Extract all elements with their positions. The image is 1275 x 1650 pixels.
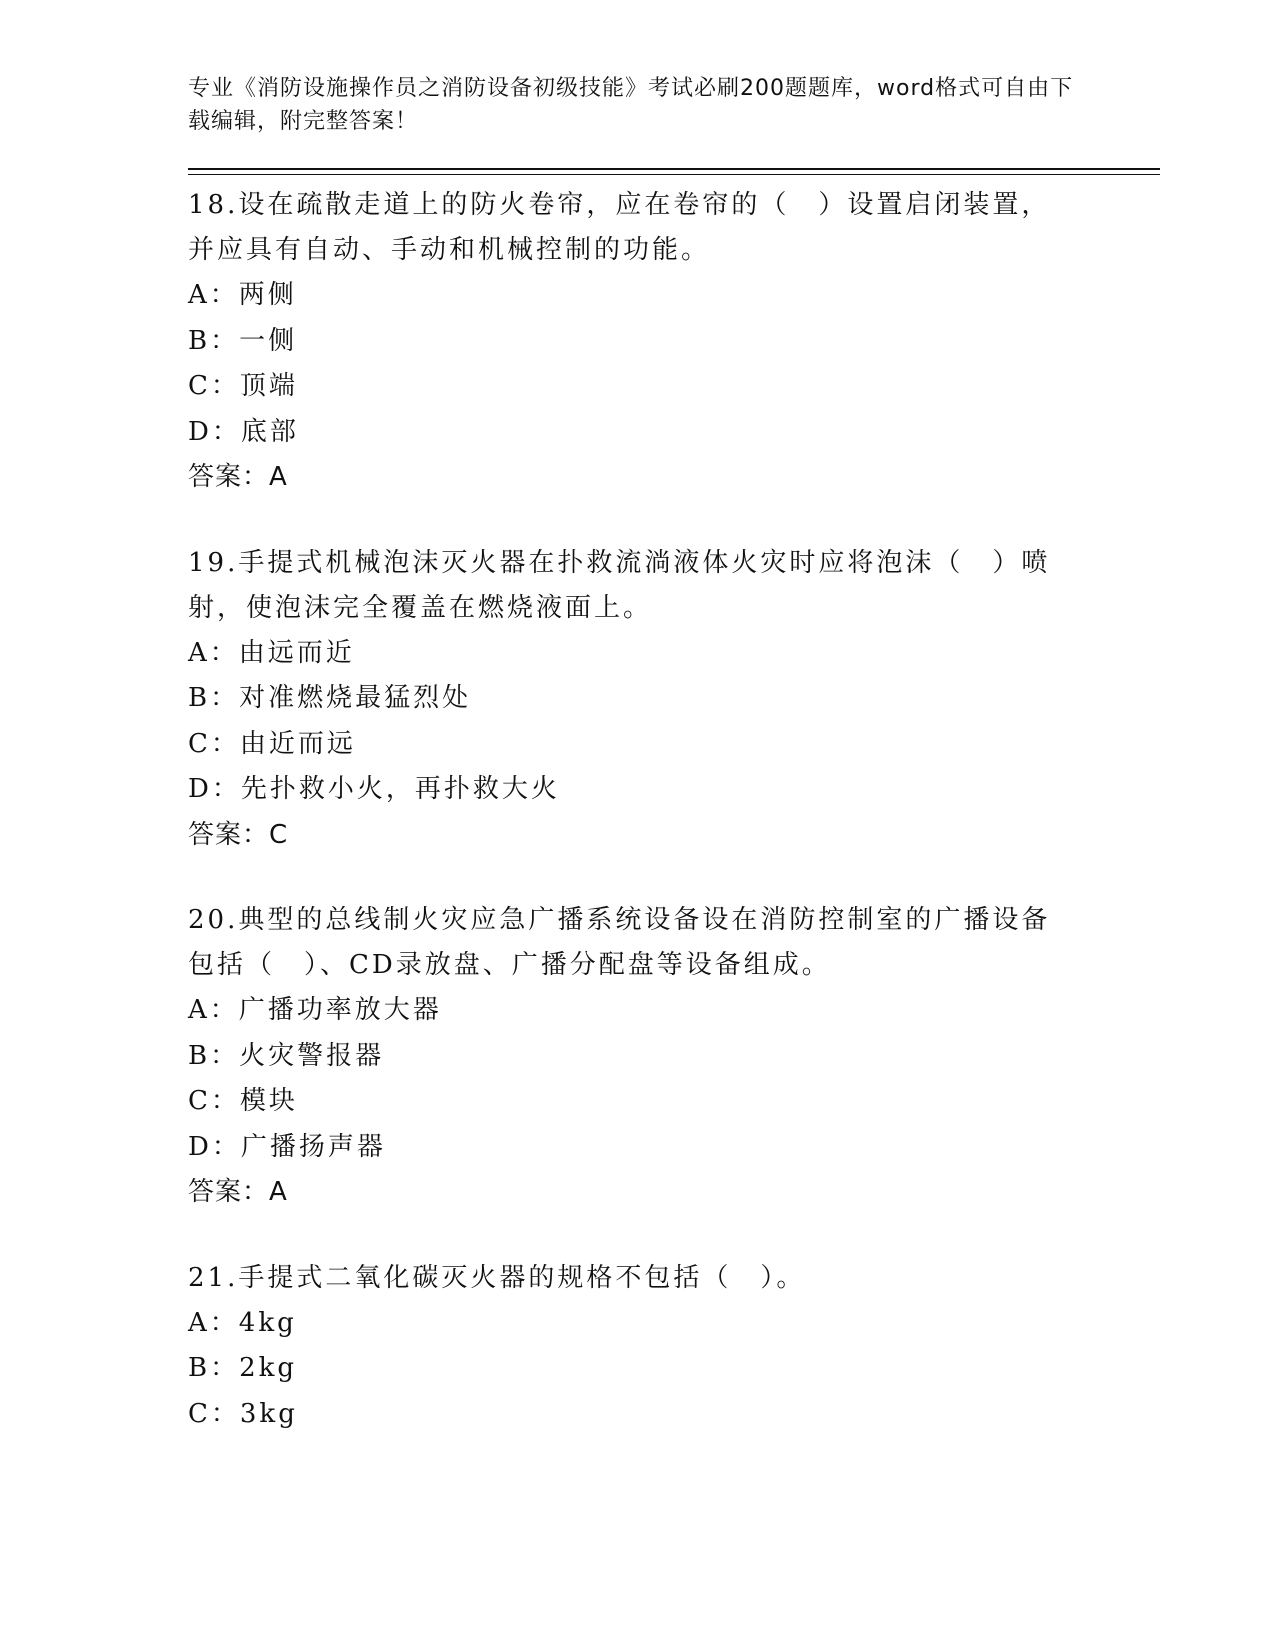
question-list <box>188 183 1160 1437</box>
answer-line: 答案：C <box>188 819 289 850</box>
option-a: A：两侧 <box>188 280 297 310</box>
answer-line: 答案：A <box>188 462 288 492</box>
option-b: B：2kg <box>188 1353 298 1383</box>
option-b: B：一侧 <box>188 325 298 356</box>
header-divider <box>188 168 1160 175</box>
document-header: 专业《消防设施操作员之消防设备初级技能》考试必刷200题题库，word格式可自由下载编辑，附完整答案！ <box>188 76 1074 134</box>
question-20 <box>188 898 1160 1216</box>
option-a: A：由远而近 <box>188 637 355 668</box>
option-b: B：火灾警报器 <box>188 1040 385 1071</box>
option-c: C：3kg <box>188 1398 298 1429</box>
document-page <box>188 72 1160 1477</box>
option-b: B：对准燃烧最猛烈处 <box>188 683 472 713</box>
question-stem: 18.设在疏散走道上的防火卷帘，应在卷帘的（ ）设置启闭装置，并应具有自动、手动和机械控制的功能。 <box>188 190 1051 265</box>
option-a: A：4kg <box>188 1307 297 1338</box>
option-d: D：底部 <box>188 416 299 447</box>
question-stem: 20.典型的总线制火灾应急广播系统设备设在消防控制室的广播设备包括（ ）、CD录放盘、广播分配盘等设备组成。 <box>188 905 1051 980</box>
question-21 <box>188 1256 1160 1438</box>
option-d: D：先扑救小火，再扑救大火 <box>188 774 560 804</box>
question-19 <box>188 541 1160 859</box>
option-c: C：顶端 <box>188 371 298 401</box>
option-c: C：模块 <box>188 1086 298 1116</box>
question-stem: 21.手提式二氧化碳灭火器的规格不包括（ ）。 <box>188 1262 806 1293</box>
answer-line: 答案：A <box>188 1177 288 1207</box>
option-d: D：广播扬声器 <box>188 1131 386 1162</box>
question-stem: 19.手提式机械泡沫灭火器在扑救流淌液体火灾时应将泡沫（ ）喷射，使泡沫完全覆盖在燃烧液面上。 <box>188 547 1051 623</box>
question-18 <box>188 183 1160 501</box>
option-c: C：由近而远 <box>188 728 356 759</box>
option-a: A：广播功率放大器 <box>188 995 442 1025</box>
